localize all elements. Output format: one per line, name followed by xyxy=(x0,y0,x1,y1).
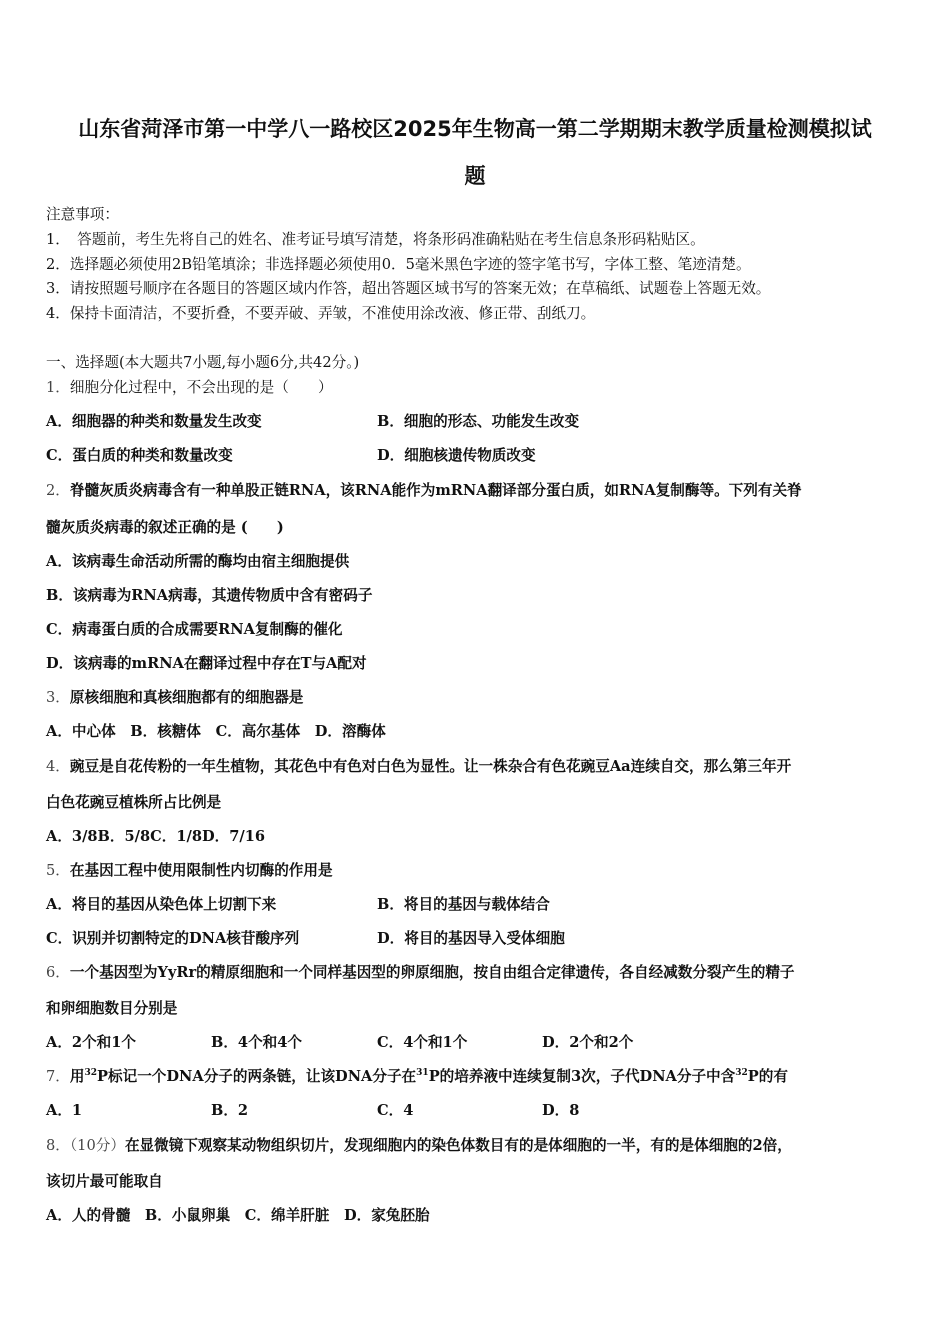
q8-options: A．人的骨髓 B．小鼠卵巢 C．绵羊肝脏 D．家兔胚胎 xyxy=(46,1207,430,1224)
question-2-stem xyxy=(46,479,802,500)
q5-option-d: D．将目的基因导入受体细胞 xyxy=(377,930,565,947)
question-text: P的有 xyxy=(747,1068,788,1085)
q2-option-a: A．该病毒生命活动所需的酶均由宿主细胞提供 xyxy=(46,553,350,570)
notice-item: 2．选择题必须使用2B铅笔填涂；非选择题必须使用0．5毫米黑色字迹的签字笔书写，字体工整、笔迹清楚。 xyxy=(46,256,751,273)
q1-option-b: B．细胞的形态、功能发生改变 xyxy=(377,413,580,430)
question-text: 细胞分化过程中，不会出现的是（ ） xyxy=(69,379,333,396)
q4-options: A．3/8B．5/8C．1/8D．7/16 xyxy=(46,828,266,845)
q1-option-c: C．蛋白质的种类和数量改变 xyxy=(46,447,233,464)
q2-option-c: C．病毒蛋白质的合成需要RNA复制酶的催化 xyxy=(46,621,343,638)
question-text: 豌豆是自花传粉的一年生植物，其花色中有色对白色为显性。让一株杂合有色花豌豆Aa连续自交，那么第三年开 xyxy=(69,758,792,775)
q2-option-b: B．该病毒为RNA病毒，其遗传物质中含有密码子 xyxy=(46,587,373,604)
notice-heading: 注意事项： xyxy=(46,206,119,223)
question-8-stem-cont: 该切片最可能取自 xyxy=(46,1173,163,1190)
section-heading: 一、选择题(本大题共7小题,每小题6分,共42分。) xyxy=(46,354,360,371)
question-3-stem xyxy=(46,686,303,707)
question-5-stem xyxy=(46,859,333,880)
question-text: 原核细胞和真核细胞都有的细胞器是 xyxy=(69,689,304,706)
notice-item: 4．保持卡面清洁，不要折叠，不要弄破、弄皱，不准使用涂改液、修正带、刮纸刀。 xyxy=(46,305,596,322)
q6-option-d: D．2个和2个 xyxy=(542,1034,634,1051)
question-4-stem xyxy=(46,755,791,776)
question-number: 3． xyxy=(46,689,70,706)
question-text: 一个基因型为YyRr的精原细胞和一个同样基因型的卵原细胞，按自由组合定律遗传，各自经减数分裂产生的精子 xyxy=(69,964,795,981)
isotope-superscript: 31 xyxy=(416,1068,429,1079)
q7-option-d: D．8 xyxy=(542,1102,580,1119)
question-text: 在基因工程中使用限制性内切酶的作用是 xyxy=(69,862,333,879)
question-number: 7． xyxy=(46,1068,70,1085)
exam-title-line1: 山东省菏泽市第一中学八一路校区2025年生物高一第二学期期末教学质量检测模拟试 xyxy=(78,117,872,141)
question-number: 2． xyxy=(46,482,70,499)
question-8-stem xyxy=(46,1134,792,1155)
q7-option-b: B．2 xyxy=(211,1102,249,1119)
q5-option-c: C．识别并切割特定的DNA核苷酸序列 xyxy=(46,930,300,947)
question-text: P标记一个DNA分子的两条链，让该DNA分子在 xyxy=(97,1068,417,1085)
q1-option-a: A．细胞器的种类和数量发生改变 xyxy=(46,413,262,430)
q7-option-a: A．1 xyxy=(46,1102,83,1119)
question-text: 用 xyxy=(69,1068,85,1085)
q1-option-d: D．细胞核遗传物质改变 xyxy=(377,447,536,464)
question-4-stem-cont: 白色花豌豆植株所占比例是 xyxy=(46,794,222,811)
question-7-stem xyxy=(46,1065,788,1086)
question-number: 1． xyxy=(46,379,70,396)
question-score: （10分） xyxy=(69,1137,125,1154)
question-text: P的培养液中连续复制3次，子代DNA分子中含 xyxy=(428,1068,736,1085)
q6-option-c: C．4个和1个 xyxy=(377,1034,468,1051)
exam-title-line2: 题 xyxy=(464,164,486,188)
isotope-superscript: 32 xyxy=(84,1068,98,1079)
q5-option-a: A．将目的基因从染色体上切割下来 xyxy=(46,896,277,913)
question-number: 6． xyxy=(46,964,70,981)
question-6-stem-cont: 和卵细胞数目分别是 xyxy=(46,1000,178,1017)
q6-option-a: A．2个和1个 xyxy=(46,1034,137,1051)
question-number: 5． xyxy=(46,862,70,879)
q7-option-c: C．4 xyxy=(377,1102,414,1119)
question-text: 脊髓灰质炎病毒含有一种单股正链RNA，该RNA能作为mRNA翻译部分蛋白质，如RNA复制酶等。下列有关脊 xyxy=(69,482,802,499)
question-2-stem-cont: 髓灰质炎病毒的叙述正确的是 ( ) xyxy=(46,519,284,536)
isotope-superscript: 32 xyxy=(735,1068,748,1079)
q3-options: A．中心体 B．核糖体 C．高尔基体 D．溶酶体 xyxy=(46,723,386,740)
notice-item: 1． 答题前，考生先将自己的姓名、准考证号填写清楚，将条形码准确粘贴在考生信息条形码粘贴区。 xyxy=(46,231,705,248)
notice-item: 3．请按照题号顺序在各题目的答题区域内作答，超出答题区域书写的答案无效；在草稿纸、试题卷上答题无效。 xyxy=(46,280,771,297)
question-number: 8． xyxy=(46,1137,70,1154)
question-text: 在显微镜下观察某动物组织切片，发现细胞内的染色体数目有的是体细胞的一半，有的是体细胞的2倍， xyxy=(124,1137,792,1154)
question-1-stem xyxy=(46,376,333,397)
q6-option-b: B．4个和4个 xyxy=(211,1034,303,1051)
q2-option-d: D．该病毒的mRNA在翻译过程中存在T与A配对 xyxy=(46,655,367,672)
q5-option-b: B．将目的基因与载体结合 xyxy=(377,896,550,913)
question-6-stem xyxy=(46,961,795,982)
question-number: 4． xyxy=(46,758,70,775)
